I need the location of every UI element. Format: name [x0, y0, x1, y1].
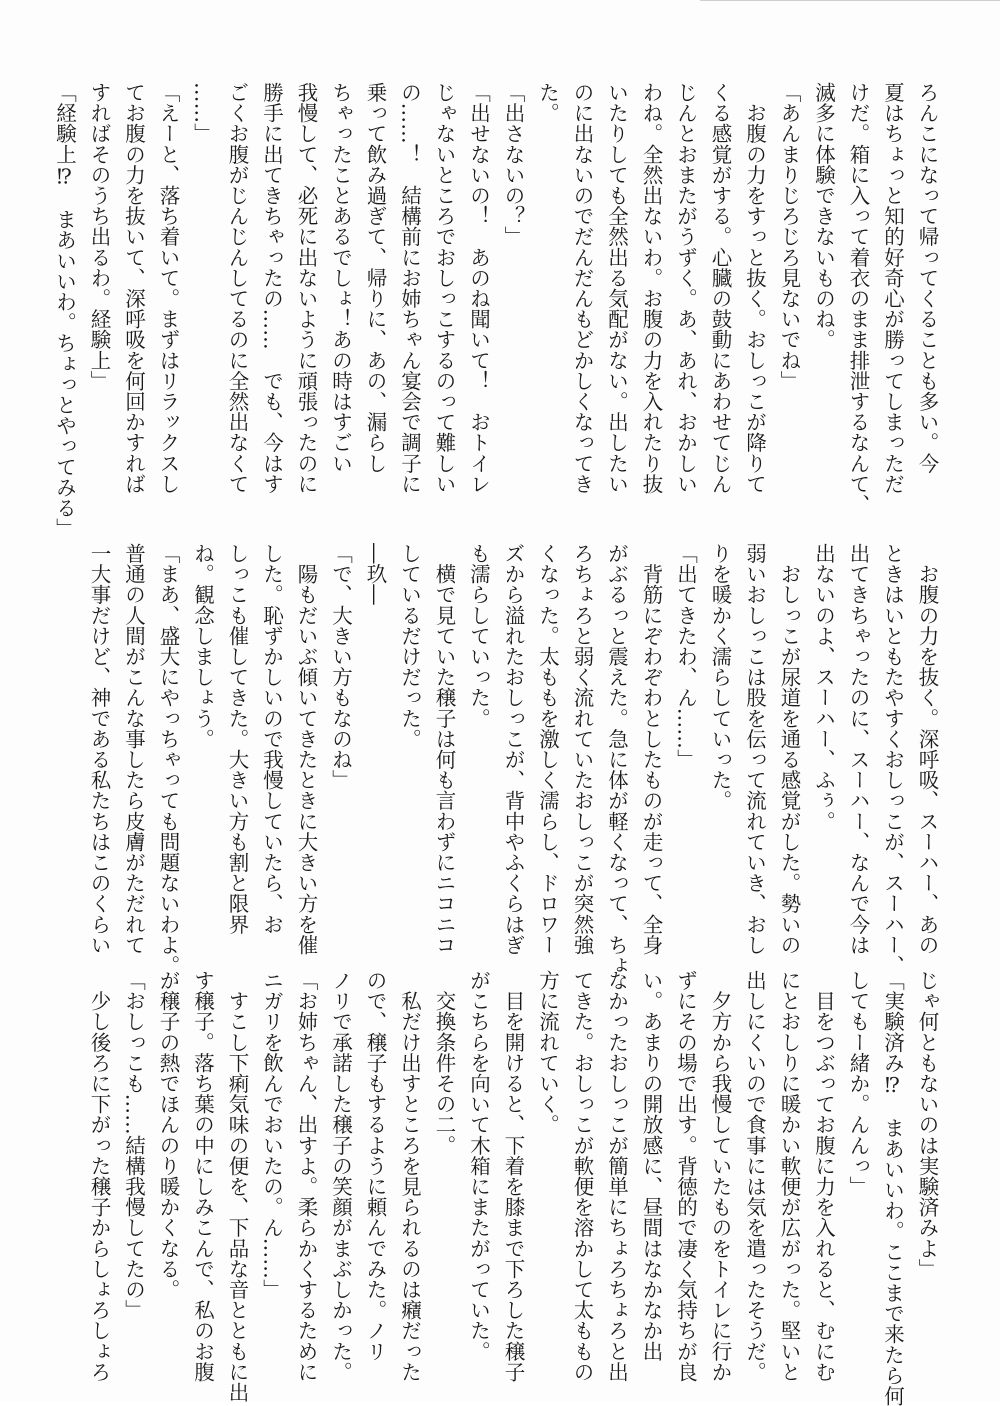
text-line: ちゃったことあるでしょ！あの時はすごい [328, 82, 353, 474]
text-line: じゃないところでおしっこするのって難しい [432, 82, 456, 494]
text-block-top [52, 82, 944, 539]
text-line: ニガリを飲んでおいたの。ん……」 [259, 970, 284, 1300]
text-line: 背筋にぞわぞわとしたものが走って、全身 [639, 543, 663, 955]
text-line: 目をつぶってお腹に力を入れると、むにむ [811, 970, 836, 1382]
text-line: おしっこが尿道を通る感覚がした。勢いの [777, 543, 801, 955]
text-line: 私だけ出すところを見られるのは癪だった [397, 970, 422, 1382]
text-line: 「実験済み⁉ まあいいわ。ここまで来たら何 [880, 970, 905, 1406]
text-line: 滅多に体験できないものね。 [811, 82, 836, 350]
text-line: すればそのうち出るわ。経験上」 [87, 82, 111, 391]
top-edge-rule [700, 0, 1000, 1]
text-line: ときはいともたやすくおしっこが、スーハー、 [880, 543, 905, 976]
text-line: くる感覚がする。心臓の鼓動にあわせてじん [708, 82, 732, 494]
text-line: 陽もだいぶ傾いてきたときに大きい方を催 [294, 543, 318, 955]
text-line: ……」 [190, 82, 215, 144]
text-block-bottom [87, 970, 944, 1406]
text-line: 夏はちょっと知的好奇心が勝ってしまっただ [880, 82, 905, 494]
text-line: 少し後ろに下がった穣子からしょろしょろ [87, 970, 111, 1382]
text-line: ごくお腹がじんじんしてるのに全然出なくて [225, 82, 249, 494]
text-line: てきた。おしっこが軟便を溶かして太ももの [570, 970, 594, 1382]
text-line: 「で、大きい方もなのね」 [328, 543, 353, 791]
text-block-middle [87, 543, 944, 976]
text-line: じんとおまたがうずく。あ、あれ、おかしい [673, 82, 698, 494]
text-line: ずにその場で出す。背徳的で凄く気持ちが良 [673, 970, 698, 1382]
text-line: の……！ 結構前にお姉ちゃん宴会で調子に [397, 82, 422, 494]
text-line: 夕方から我慢していたものをトイレに行か [708, 970, 732, 1382]
text-line: じゃ何ともないのは実験済みよ」 [915, 970, 939, 1279]
text-line: 「あんまりじろじろ見ないでね」 [777, 82, 801, 391]
text-line: した。恥ずかしいので我慢していたら、お [259, 543, 284, 935]
text-line: 「経験上⁉ まあいいわ。ちょっとやってみる」 [52, 82, 77, 539]
text-line: けだ。箱に入って着衣のまま排泄するなんて、 [846, 82, 870, 515]
text-line: 我慢して、必死に出ないように頑張ったのに [294, 82, 318, 494]
text-line: 「えーと、落ち着いて。まずはリラックスし [156, 82, 180, 494]
text-line: ろんこになって帰ってくることも多い。今 [915, 82, 939, 474]
text-line: お腹の力を抜く。深呼吸、スーハー、あの [915, 543, 939, 955]
text-line: してもー緒か。んんっ」 [846, 970, 870, 1197]
text-line: 横で見ていた穣子は何も言わずにニコニコ [432, 543, 456, 955]
text-line: 普通の人間がこんな事したら皮膚がただれて [121, 543, 146, 955]
text-line: りを暖かく濡らしていった。 [708, 543, 732, 811]
text-line: くなった。太ももを激しく濡らし、ドロワー [535, 543, 560, 955]
text-line: ろちょろと弱く流れていたおしっこが突然強 [570, 543, 594, 955]
text-line: がぶるっと震えた。急に体が軽くなって、ちょ [604, 543, 629, 976]
text-line: 一大事だけど、神である私たちはこのくらい [87, 543, 111, 955]
text-line: しているだけだった。 [397, 543, 422, 749]
text-line: のに出ないのでだんだんもどかしくなってき [570, 82, 594, 494]
section-heading: ―玖― [363, 543, 387, 605]
text-line: 「まあ、盛大にやっちゃっても問題ないわよ。 [156, 543, 180, 976]
text-line: 「出さないの？」 [501, 82, 525, 247]
text-line: ので、穣子もするように頼んでみた。ノリ [363, 970, 387, 1362]
text-line: すこし下痢気味の便を、下品な音とともに出 [225, 970, 249, 1403]
text-line: ノリで承諾した穣子の笑顔がまぶしかった。 [328, 970, 353, 1382]
text-line: い。あまりの開放感に、昼間はなかなか出 [639, 970, 663, 1362]
text-line: なかったおしっこが簡単にちょろちょろと出 [604, 970, 629, 1382]
text-line: わね。全然出ないわ。お腹の力を入れたり抜 [639, 82, 663, 494]
text-line: いたりしても全然出る気配がない。出したい [604, 82, 629, 494]
text-line: 弱いおしっこは股を伝って流れていき、おし [742, 543, 767, 955]
text-line: ね。観念しましょう。 [190, 543, 215, 749]
text-line: がこちらを向いて木箱にまたがっていた。 [466, 970, 491, 1362]
text-line: 「お姉ちゃん、出すよ。柔らかくするために [294, 970, 318, 1382]
text-line: も濡らしていった。 [466, 543, 491, 729]
text-line: 方に流れていく。 [535, 970, 560, 1135]
text-line: 目を開けると、下着を膝まで下ろした穣子 [501, 970, 525, 1382]
text-line: が穣子の熱でほんのり暖かくなる。 [156, 970, 180, 1300]
text-line: 出ないのよ、スーハー、ふぅ。 [811, 543, 836, 832]
text-line: しっこも催してきた。大きい方も割と限界 [225, 543, 249, 935]
text-line: 出てきちゃったのに、スーハー、なんで今は [846, 543, 870, 955]
text-line: ズから溢れたおしっこが、背中やふくらはぎ [501, 543, 525, 955]
text-line: た。 [535, 82, 560, 124]
text-line: てお腹の力を抜いて、深呼吸を何回かすれば [121, 82, 146, 494]
text-line: にとおしりに暖かい軟便が広がった。堅いと [777, 970, 801, 1382]
text-line: 交換条件その二。 [432, 970, 456, 1156]
text-line: 「おしっこも……結構我慢してたの」 [121, 970, 146, 1321]
text-line: お腹の力をすっと抜く。おしっこが降りて [742, 82, 767, 494]
text-line: 「出てきたわ、ん……」 [673, 543, 698, 770]
text-line: 勝手に出てきちゃったの…… でも、今はす [259, 82, 284, 494]
text-line: す穣子。落ち葉の中にしみこんで、私のお腹 [190, 970, 215, 1382]
text-line: 「出せないの！ あのね聞いて！ おトイレ [466, 82, 491, 494]
text-line: 乗って飲み過ぎて、帰りに、あの、漏らし [363, 82, 387, 474]
text-line: 出しにくいので食事には気を遣ったそうだ。 [742, 970, 767, 1382]
